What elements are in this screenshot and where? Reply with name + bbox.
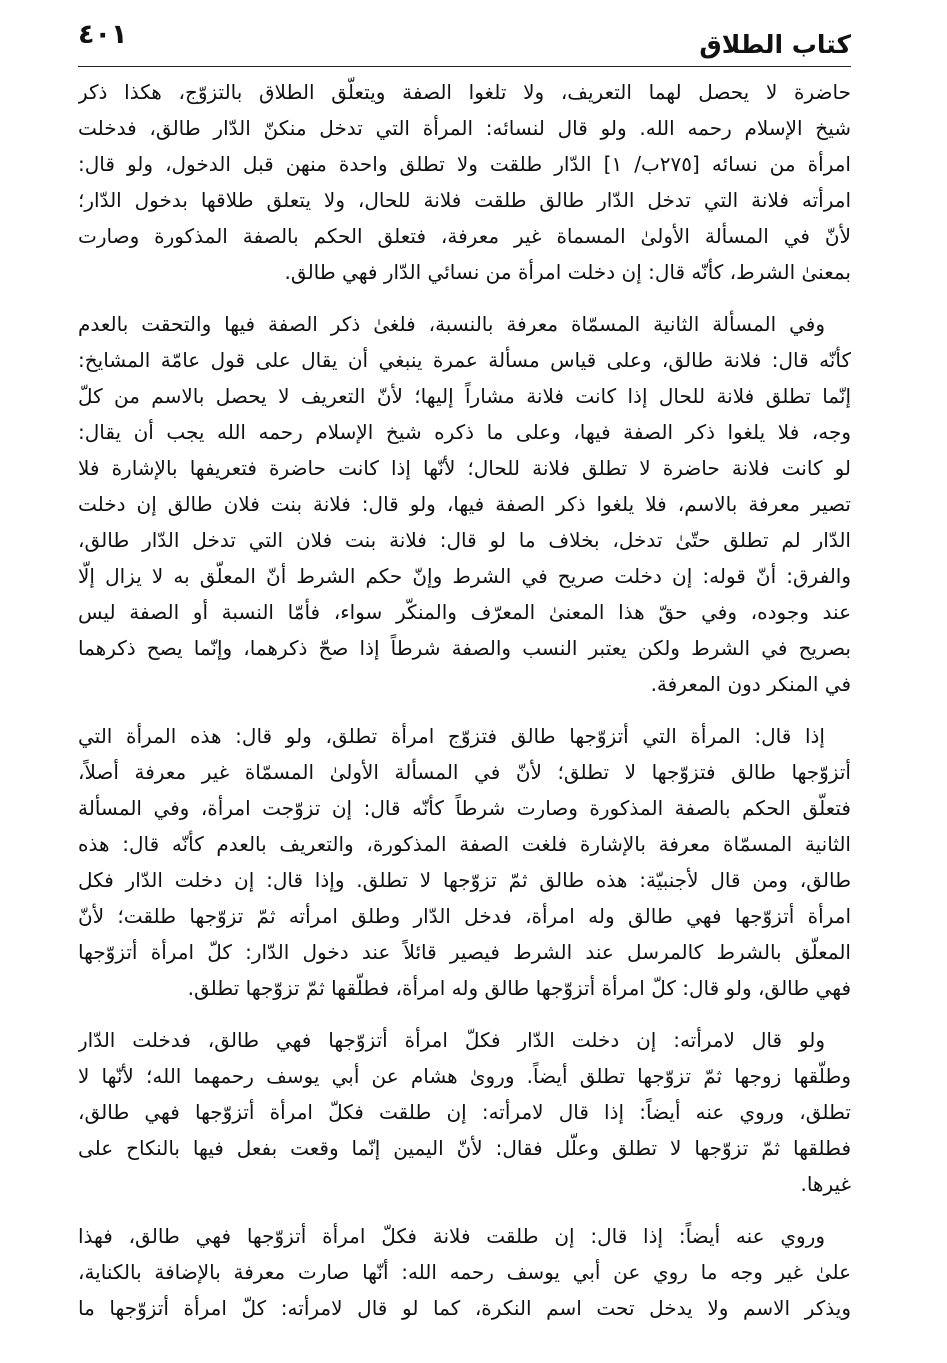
text-line: وطلّقها زوجها ثمّ تزوّجها تطلق أيضاً. وروىٰ هشام عن أبي يوسف رحمهما الله؛ لأنّها لا: [78, 1064, 851, 1088]
text-line: أتزوّجها طالق فتزوّجها لا تطلق؛ لأنّ في المسألة الأولىٰ المسمّاة غير معرفة أصلاً،: [78, 760, 851, 784]
text-line: في المنكر دون المعرفة.: [650, 672, 851, 696]
text-line: علىٰ غير وجه ما روي عن أبي يوسف رحمه الله: أنّها صارت معرفة بالإضافة بالكناية،: [78, 1260, 851, 1284]
paragraph: [78, 74, 851, 290]
text-line: لو كانت فلانة حاضرة لا تطلق فلانة للحال؛ لأنّها إذا كانت حاضرة فتعريفها بالإشارة فلا: [78, 456, 851, 480]
text-line: ولو قال لامرأته: إن دخلت الدّار فكلّ امرأة أتزوّجها فهي طالق، فدخلت الدّار: [78, 1028, 825, 1052]
text-line: ويذكر الاسم ولا يدخل تحت اسم النكرة، كما لو قال لامرأته: كلّ امرأة أتزوّجها ما: [78, 1296, 851, 1320]
text-line: إنّما تطلق فلانة للحال إذا كانت فلانة مشاراً إليها؛ لأنّ التعريف لا يحصل بالاسم من كلّ: [78, 384, 851, 408]
text-line: حاضرة لا يحصل لهما التعريف، ولا تلغوا الصفة ويتعلّق الطلاق بالتزوّج، هكذا ذكر: [78, 80, 851, 104]
paragraph: [78, 1022, 851, 1202]
paragraph: [78, 718, 851, 1006]
text-line: المعلّق بالشرط كالمرسل عند الشرط فيصير قائلاً عند دخول الدّار: كلّ امرأة أتزوّجها: [78, 940, 851, 964]
text-line: شيخ الإسلام رحمه الله. ولو قال لنسائه: المرأة التي تدخل منكنّ الدّار طالق، فدخلت: [78, 116, 851, 140]
text-line: الثانية المسمّاة معرفة بالإشارة فلغت الصفة المذكورة، والتعريف بالعدم كأنّه قال: هذه: [78, 832, 851, 856]
text-line: فطلقها ثمّ تزوّجها لا تطلق وعلّل فقال: لأنّ اليمين إنّما وقعت بفعل فيها بالنكاح على: [78, 1136, 851, 1160]
text-line: كأنّه قال: فلانة طالق، وعلى قياس مسألة عمرة ينبغي أن يقال على قول عامّة المشايخ:: [78, 348, 851, 372]
text-line: وجه، فلا يلغوا ذكر الصفة فيها، وعلى ما ذكره شيخ الإسلام رحمه الله يجب أن يقال:: [78, 420, 851, 444]
paragraph: [78, 306, 851, 702]
page-header: [78, 8, 851, 67]
text-line: عند وجوده، وفي حقّ هذا المعنىٰ المعرّف والمنكّر سواء، فأمّا النسبة أو الصفة ليس: [78, 600, 851, 624]
page-number: ٤٠١: [78, 19, 128, 50]
text-line: امرأته فلانة التي تدخل الدّار طالق طلقت فلانة للحال، ولا يتعلق طلاقها بدخول الدّار؛: [78, 188, 851, 212]
text-line: تصير معرفة بالاسم، فلا يلغوا ذكر الصفة فيها، ولو قال: فلانة بنت فلان طالق إن دخلت: [78, 492, 851, 516]
text-line: امرأة من نسائه [٢٧٥ب/ ١] الدّار طلقت ولا تطلق واحدة منهن قبل الدخول، ولو قال:: [78, 152, 851, 176]
text-line: والفرق: أنّ قوله: إن دخلت صريح في الشرط وإنّ حكم الشرط أنّ المعلّق به لا يزال إلّا: [78, 564, 851, 588]
text-line: تطلق، وروي عنه أيضاً: إذا قال لامرأته: إن طلقت فكلّ امرأة أتزوّجها فهي طالق،: [78, 1100, 851, 1124]
text-line: فهي طالق، ولو قال: كلّ امرأة أتزوّجها طالق وله امرأة، فطلّقها ثمّ تزوّجها تطلق.: [187, 976, 851, 1000]
body-text: [78, 74, 851, 1326]
text-line: وروي عنه أيضاً: إذا قال: إن طلقت فلانة فكلّ امرأة أتزوّجها فهي طالق، فهذا: [78, 1224, 825, 1248]
text-line: لأنّ في المسألة الأولىٰ المسماة غير معرفة، فتعلق الحكم بالصفة المذكورة وصارت: [78, 224, 851, 248]
text-line: وفي المسألة الثانية المسمّاة معرفة بالنسبة، فلغىٰ ذكر الصفة فيها والتحقت بالعدم: [78, 312, 825, 336]
paragraph: [78, 1218, 851, 1326]
text-line: امرأة أتزوّجها فهي طالق وله امرأة، فدخل الدّار وطلق امرأته ثمّ تزوّجها طلقت؛ لأنّ: [78, 904, 851, 928]
text-line: طالق، ومن قال لأجنبيّة: هذه طالق ثمّ تزوّجها لا تطلق. وإذا قال: إن دخلت الدّار فكل: [78, 868, 851, 892]
book-chapter-title: كتاب الطلاق: [699, 30, 851, 59]
text-line: إذا قال: المرأة التي أتزوّجها طالق فتزوّج امرأة تطلق، ولو قال: هذه المرأة التي: [78, 724, 825, 748]
text-line: بمعنىٰ الشرط، كأنّه قال: إن دخلت امرأة من نسائي الدّار فهي طالق.: [284, 260, 851, 284]
text-line: غيرها.: [800, 1172, 851, 1196]
text-line: الدّار لم تطلق حتّىٰ تدخل، بخلاف ما لو قال: فلانة بنت فلان التي تدخل الدّار طالق،: [78, 528, 851, 552]
text-line: فتعلّق الحكم بالصفة المذكورة وصارت شرطاً كأنّه قال: إن تزوّجت امرأة، وفي المسألة: [78, 796, 851, 820]
text-line: بصريح في الشرط ولكن يعتبر النسب والصفة شرطاً إذا صحّ ذكرهما، وإنّما يصح ذكرهما: [78, 636, 851, 660]
